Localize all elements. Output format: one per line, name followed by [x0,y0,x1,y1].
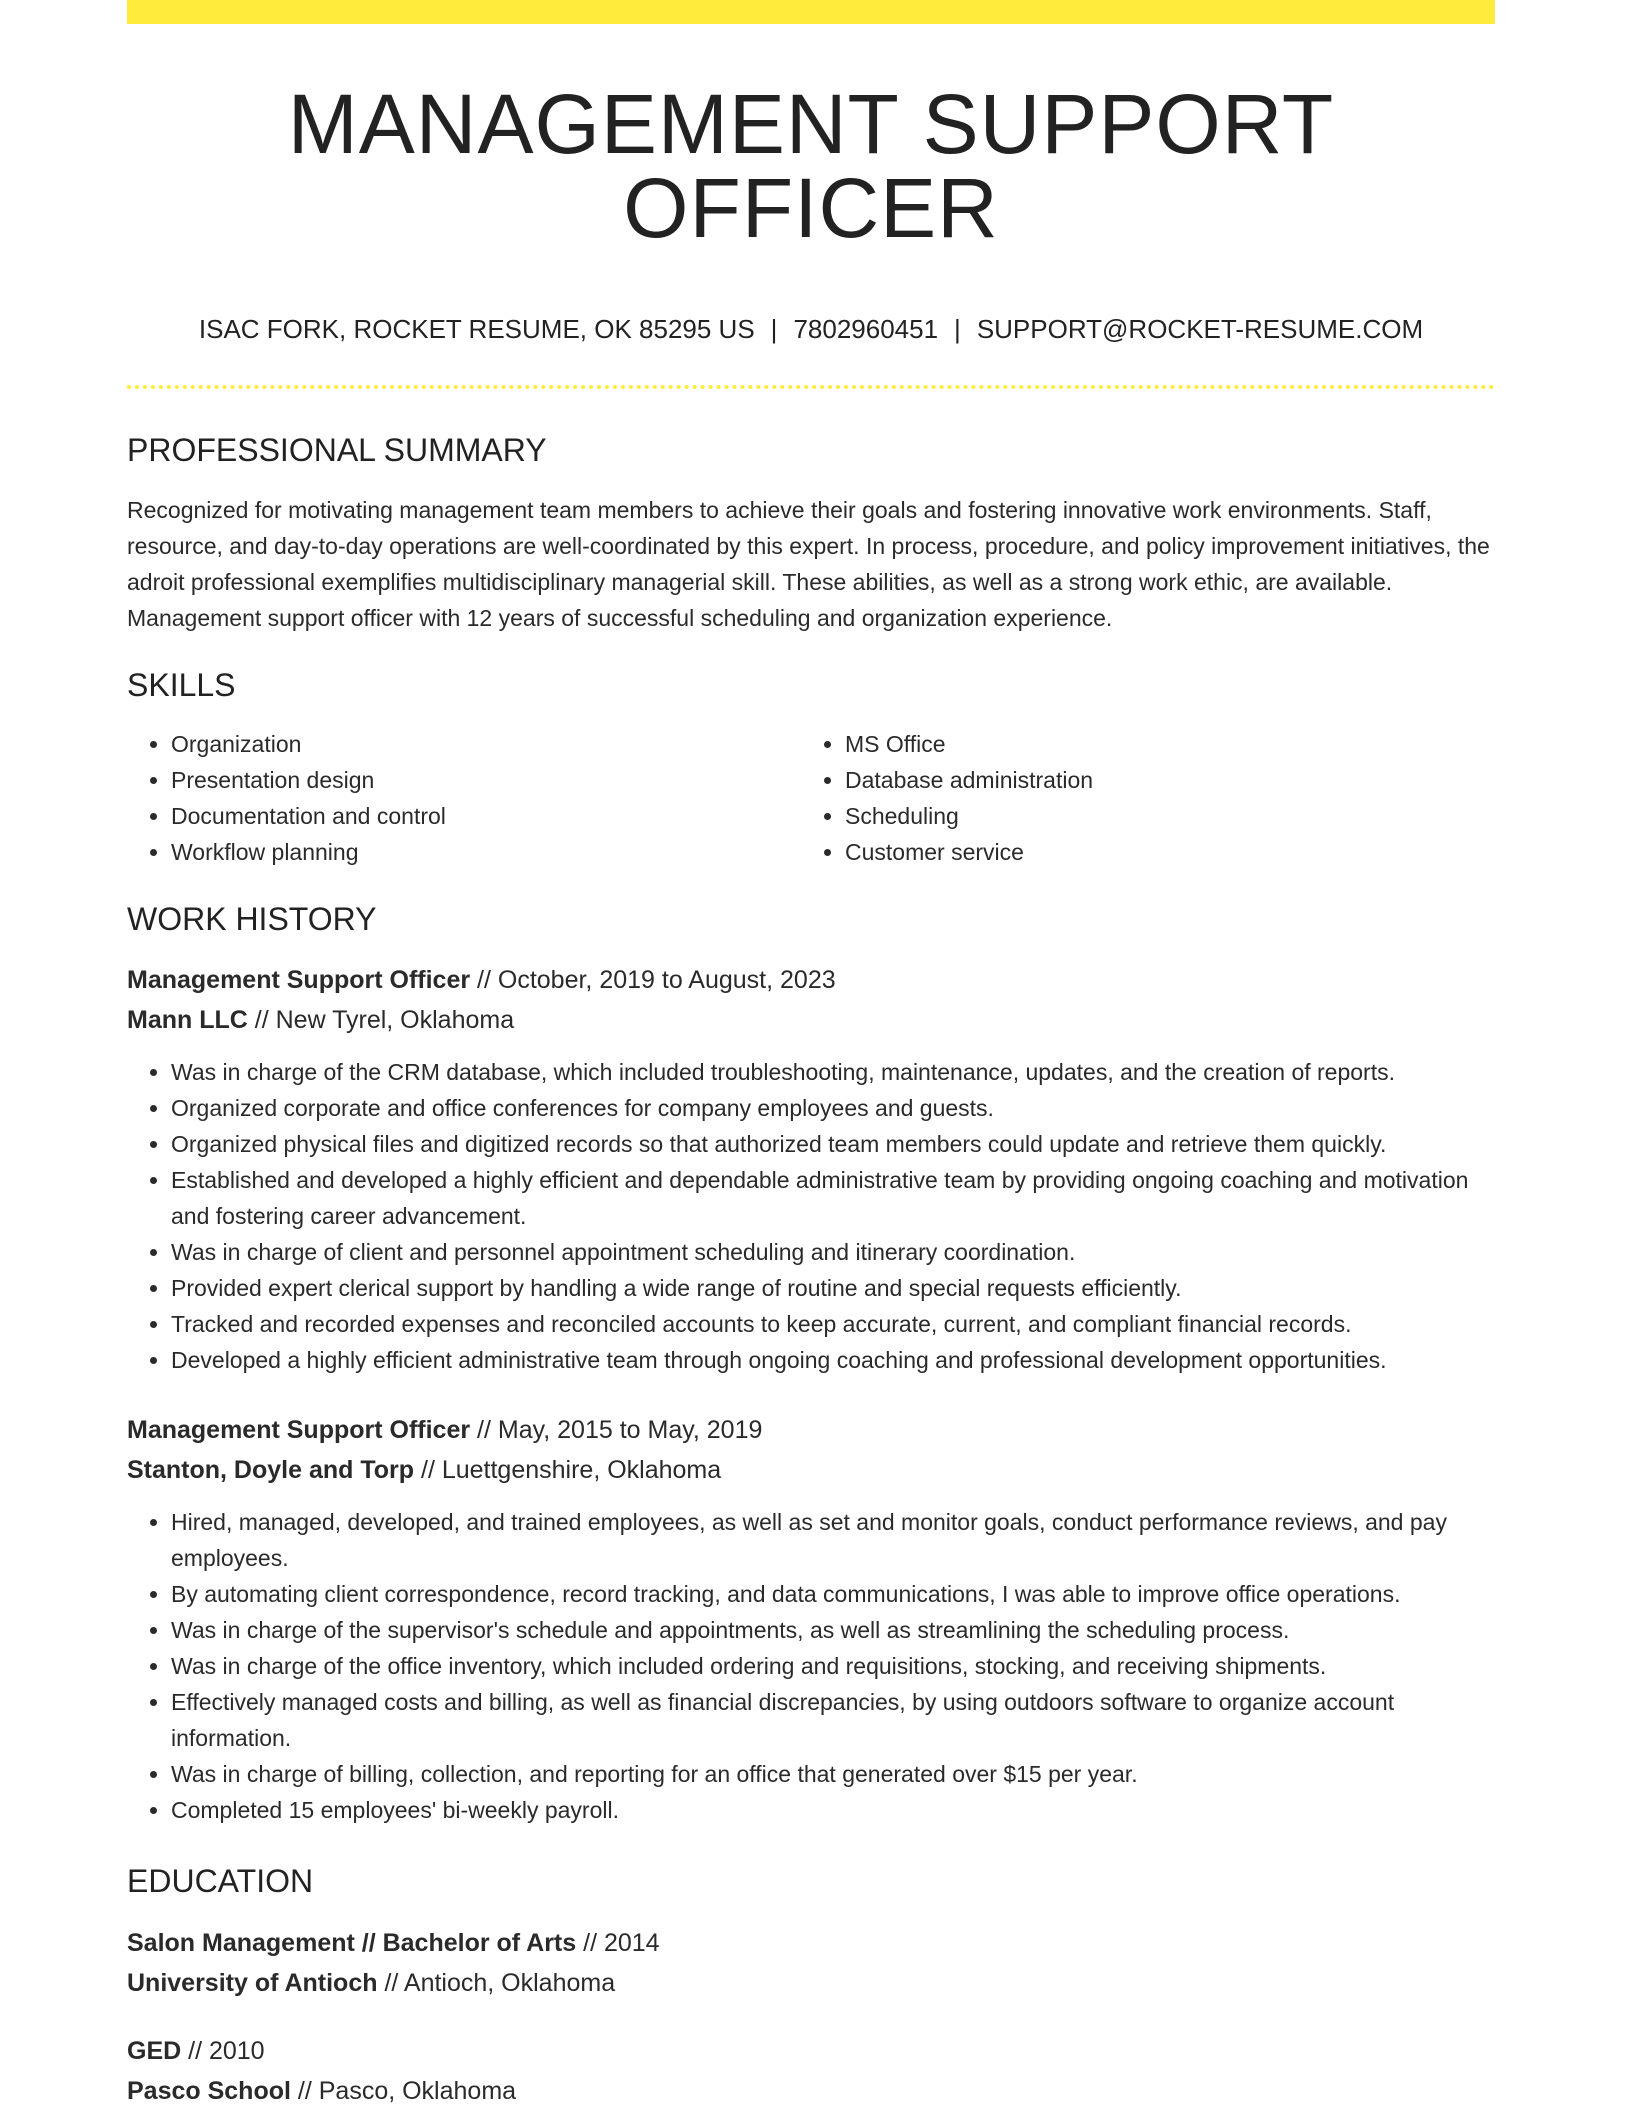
skills-heading: SKILLS [127,666,236,703]
education-year: // 2010 [181,2036,265,2065]
skill-item: • Organization [171,726,801,762]
job-header [127,1410,1495,1490]
skill-item: • Customer service [845,834,1475,870]
job-bullet: • Tracked and recorded expenses and reconciled accounts to keep accurate, current, and compliant financial records. [171,1306,1495,1342]
education-entry [127,2031,1495,2111]
job-entry [127,1410,1495,1828]
job-company: Stanton, Doyle and Torp [127,1456,415,1485]
job-bullet: • Was in charge of the supervisor's schedule and appointments, as well as streamlining the scheduling process. [171,1612,1495,1648]
job-bullet: • Effectively managed costs and billing, as well as financial discrepancies, by using outdoors software to organize account information. [171,1684,1495,1756]
job-role: Management Support Officer [127,1416,471,1445]
education-location: // Pasco, Oklahoma [290,2076,517,2105]
education-heading: EDUCATION [127,1863,314,1900]
contact-line [127,314,1495,345]
skills-column-left [127,726,801,870]
job-bullet: • Was in charge of the office inventory, which included ordering and requisitions, stocking, and receiving shipments. [171,1648,1495,1684]
skills-list [127,726,1495,870]
summary-heading: PROFESSIONAL SUMMARY [127,432,547,469]
job-bullets [127,1504,1495,1828]
contact-phone: 7802960451 [793,314,939,344]
dotted-divider [127,385,1495,389]
job-bullet: • By automating client correspondence, record tracking, and data communications, I was able to improve office operations. [171,1576,1495,1612]
skill-item: • MS Office [845,726,1475,762]
education-degree: GED [127,2036,182,2065]
job-bullets [127,1054,1495,1378]
education-school: University of Antioch [127,1968,378,1997]
job-location: // New Tyrel, Oklahoma [247,1006,515,1035]
contact-separator: | [954,314,961,344]
skills-column-right [801,726,1475,870]
job-bullet: • Established and developed a highly efficient and dependable administrative team by providing ongoing coaching and motivation and fostering career advancement. [171,1162,1495,1234]
contact-address: ISAC FORK, ROCKET RESUME, OK 85295 US [198,314,755,344]
job-dates: // May, 2015 to May, 2019 [470,1416,763,1445]
summary-text: Recognized for motivating management team members to achieve their goals and fostering innovative work environments. Staff, resource, and day-to-day operations are well-coordinated by this expert. In process, procedure, and policy improvement initiatives, the adroit professional exemplifies multidisciplinary managerial skill. These abilities, as well as a strong work ethic, are available. Management support officer with 12 years of successful scheduling and organization experience. [127,496,1490,631]
skill-item: • Documentation and control [171,798,801,834]
job-location: // Luettgenshire, Oklahoma [414,1456,722,1485]
contact-separator: | [770,314,778,344]
skill-item: • Presentation design [171,762,801,798]
resume-title: MANAGEMENT SUPPORT OFFICER [287,77,1335,255]
job-bullet: • Organized corporate and office conferences for company employees and guests. [171,1090,1495,1126]
job-bullet: • Developed a highly efficient administrative team through ongoing coaching and professional development opportunities. [171,1342,1495,1378]
education-degree: Salon Management // Bachelor of Arts [127,1928,577,1957]
job-company: Mann LLC [127,1006,248,1035]
resume-page [127,0,1495,2111]
job-bullet: • Provided expert clerical support by handling a wide range of routine and special requests efficiently. [171,1270,1495,1306]
job-bullet: • Hired, managed, developed, and trained employees, as well as set and monitor goals, conduct performance reviews, and pay employees. [171,1504,1495,1576]
job-entry [127,960,1495,1378]
job-bullet: • Was in charge of the CRM database, which included troubleshooting, maintenance, updates, and the creation of reports. [171,1054,1495,1090]
skill-item: • Workflow planning [171,834,801,870]
job-bullet: • Organized physical files and digitized records so that authorized team members could update and retrieve them quickly. [171,1126,1495,1162]
education-entry [127,1923,1495,2003]
skill-item: • Database administration [845,762,1475,798]
job-bullet: • Completed 15 employees' bi-weekly payroll. [171,1792,1495,1828]
work-history-heading: WORK HISTORY [127,900,377,937]
job-bullet: • Was in charge of billing, collection, and reporting for an office that generated over $15 per year. [171,1756,1495,1792]
contact-email: SUPPORT@ROCKET-RESUME.COM [976,314,1424,344]
education-location: // Antioch, Oklahoma [377,1968,616,1997]
education-school: Pasco School [127,2076,291,2105]
job-dates: // October, 2019 to August, 2023 [470,966,836,995]
job-bullet: • Was in charge of client and personnel appointment scheduling and itinerary coordination. [171,1234,1495,1270]
job-header [127,960,1495,1040]
skill-item: • Scheduling [845,798,1475,834]
top-accent-bar [127,0,1495,24]
job-role: Management Support Officer [127,966,471,995]
education-year: // 2014 [576,1928,660,1957]
